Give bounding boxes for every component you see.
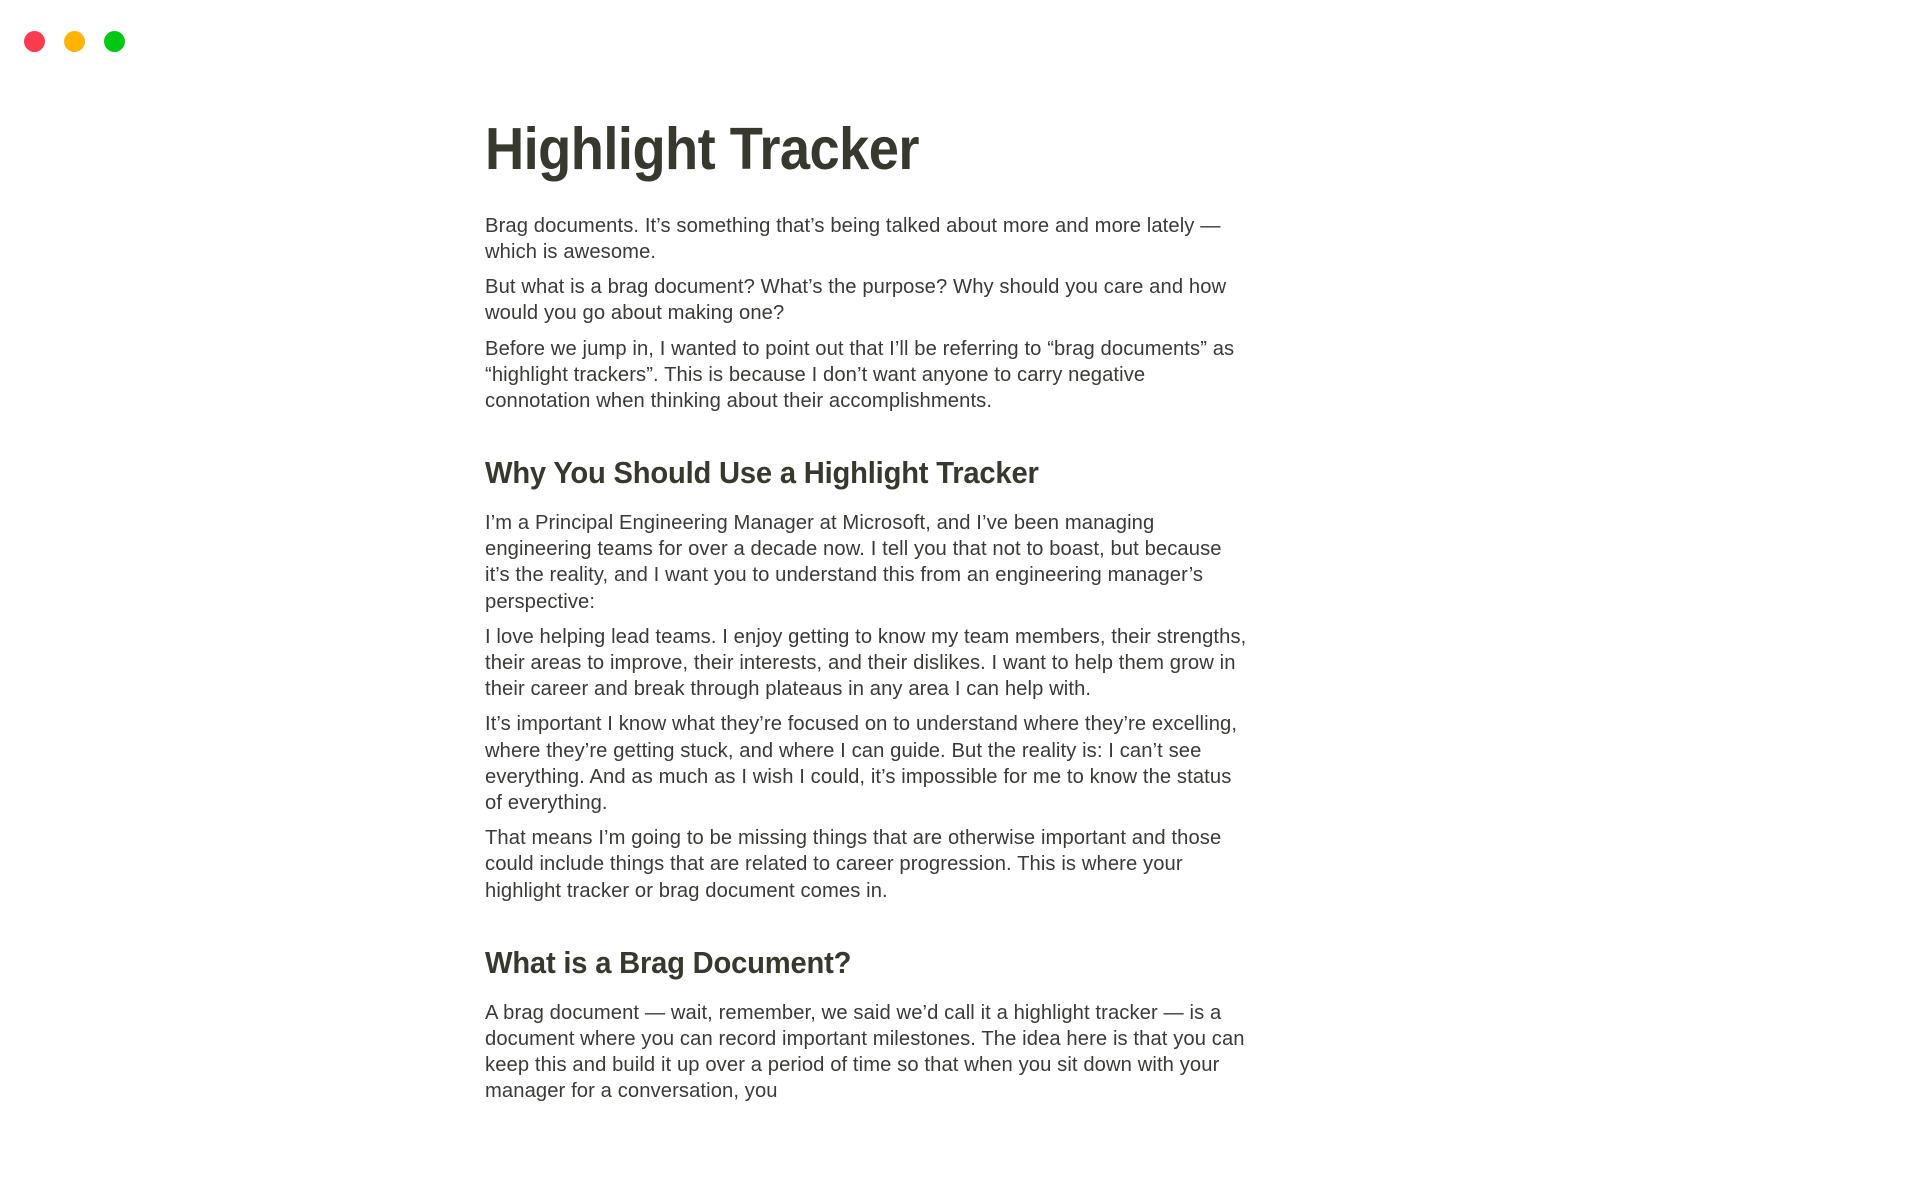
article-body bbox=[485, 72, 1435, 1104]
section-1-paragraph-2: I love helping lead teams. I enjoy getting to know my team members, their strengths, their areas to improve, their interests, and their dislikes. I want to help them grow in their career and break through plateaus in any area I can help with. bbox=[485, 624, 1247, 701]
section-heading-what-is-brag-document: What is a Brag Document? bbox=[485, 944, 852, 980]
section-1-paragraph-3: It’s important I know what they’re focused on to understand where they’re excelling, where they’re getting stuck, and where I can guide. But the reality is: I can’t see everything. And as much as I wish I could, it’s impossible for me to know the status of everything. bbox=[485, 712, 1238, 815]
intro-paragraph-2: But what is a brag document? What’s the purpose? Why should you care and how would you go about making one? bbox=[485, 275, 1227, 325]
intro-paragraph-3: Before we jump in, I wanted to point out that I’ll be referring to “brag documents” as “highlight trackers”. This is because I don’t want anyone to carry negative connotation when thinking about their accomplishments. bbox=[485, 336, 1235, 413]
section-1-paragraph-4: That means I’m going to be missing things that are otherwise important and those could include things that are related to career progression. This is where your highlight tracker or brag document comes in. bbox=[485, 826, 1222, 902]
close-window-icon[interactable] bbox=[24, 31, 45, 52]
window-controls bbox=[24, 31, 125, 52]
section-1-paragraph-1: I’m a Principal Engineering Manager at Microsoft, and I’ve been managing engineering teams for over a decade now. I tell you that not to boast, but because it’s the reality, and I want you to understand this from an engineering manager’s perspective: bbox=[485, 511, 1222, 613]
zoom-window-icon[interactable] bbox=[104, 31, 125, 52]
section-heading-why-use: Why You Should Use a Highlight Tracker bbox=[485, 455, 1039, 491]
section-2-paragraph-1: A brag document — wait, remember, we said we’d call it a highlight tracker — is a document where you can record important milestones. The idea here is that you can keep this and build it up over a period of time so that when you sit down with your manager for a conversation, you bbox=[485, 1000, 1245, 1103]
minimize-window-icon[interactable] bbox=[64, 31, 85, 52]
page-title: Highlight Tracker bbox=[485, 116, 920, 182]
document-scroll-area[interactable] bbox=[0, 72, 1920, 1200]
intro-paragraph-1: Brag documents. It’s something that’s being talked about more and more lately — which is awesome. bbox=[485, 213, 1221, 264]
window-titlebar bbox=[0, 0, 1920, 72]
